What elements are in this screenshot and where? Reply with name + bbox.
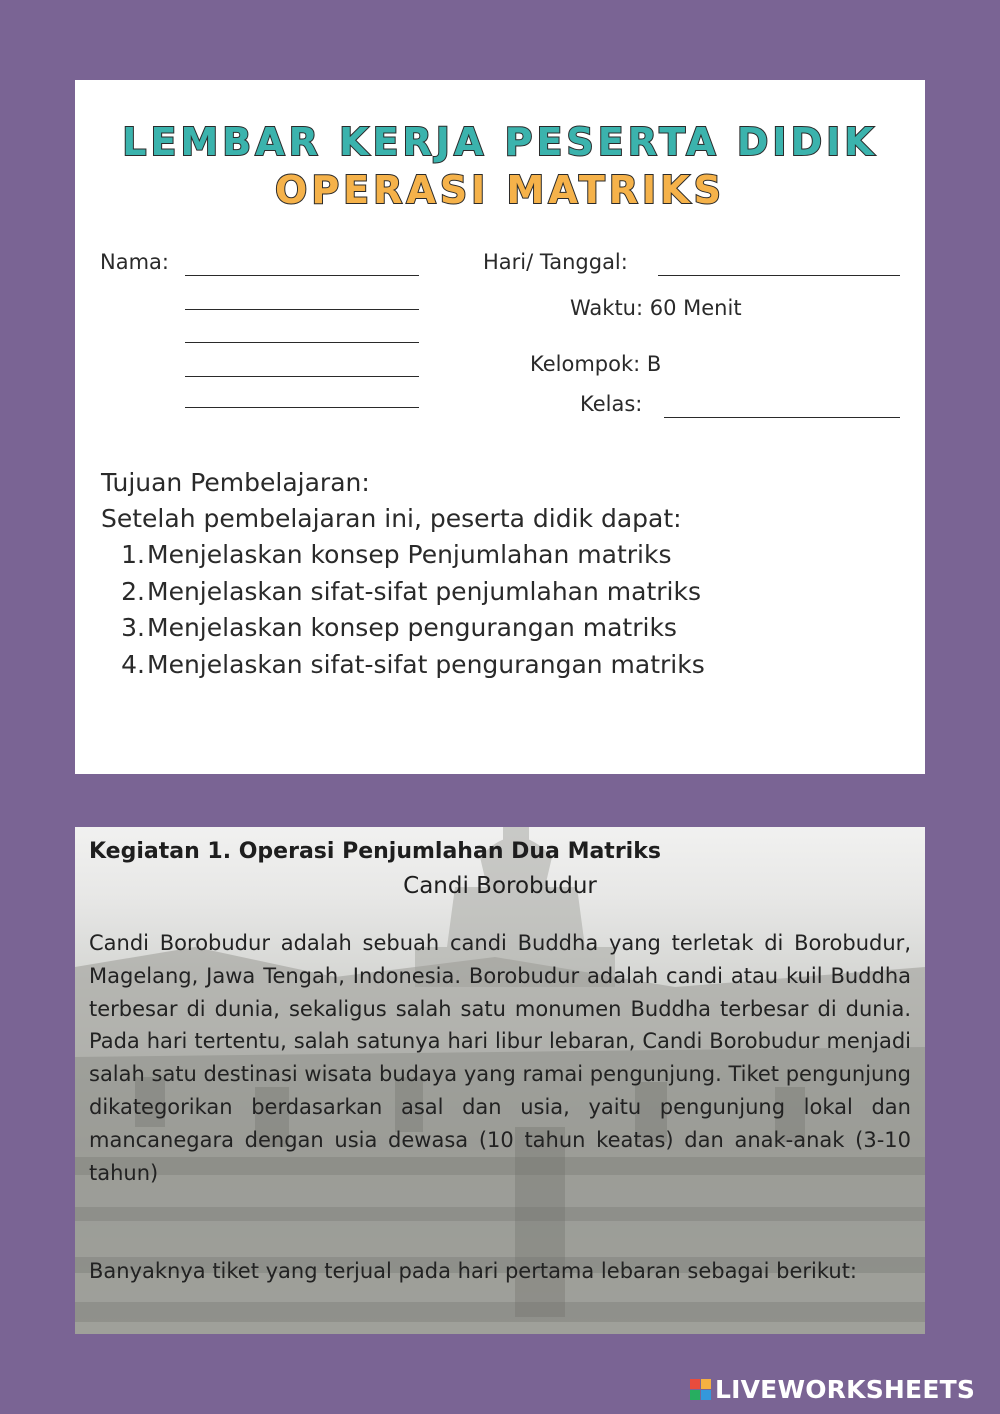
- objectives-intro: Setelah pembelajaran ini, peserta didik dapat:: [101, 504, 682, 533]
- nama-label: Nama:: [100, 250, 169, 274]
- activity-card: [75, 827, 925, 1334]
- liveworksheets-logo-icon: [690, 1379, 711, 1400]
- objective-text: Menjelaskan konsep pengurangan matriks: [147, 613, 677, 642]
- activity-title: Kegiatan 1. Operasi Penjumlahan Dua Matriks: [89, 839, 661, 864]
- kelompok-label: Kelompok: B: [530, 352, 662, 376]
- objective-text: Menjelaskan sifat-sifat penjumlahan matriks: [147, 577, 701, 606]
- logo-square: [701, 1390, 711, 1400]
- objective-item: [101, 613, 677, 642]
- objective-item: [101, 540, 672, 569]
- objective-text: Menjelaskan konsep Penjumlahan matriks: [147, 540, 672, 569]
- nama-line-5[interactable]: [185, 407, 419, 408]
- objective-item: [101, 577, 701, 606]
- nama-line-2[interactable]: [185, 309, 419, 310]
- logo-square: [690, 1379, 700, 1389]
- nama-line-3[interactable]: [185, 342, 419, 343]
- worksheet-header-card: [75, 80, 925, 774]
- logo-square: [690, 1390, 700, 1400]
- activity-paragraph: Candi Borobudur adalah sebuah candi Buddha yang terletak di Borobudur, Magelang, Jawa Tengah, Indonesia. Borobudur adalah candi atau kuil Buddha terbesar di dunia, sekaligus salah satu monumen Buddha terbesar di dunia. Pada hari tertentu, salah satunya hari libur lebaran, Candi Borobudur menjadi salah satu destinasi wisata budaya yang ramai pengunjung. Tiket pengunjung dikategorikan berdasarkan asal dan usia, yaitu pengunjung lokal dan mancanegara dengan usia dewasa (10 tahun keatas) dan anak-anak (3-10 tahun): [89, 931, 911, 1185]
- activity-subtitle: Candi Borobudur: [403, 873, 597, 899]
- logo-square: [701, 1379, 711, 1389]
- kelas-line[interactable]: [664, 417, 900, 418]
- activity-paragraph: Banyaknya tiket yang terjual pada hari pertama lebaran sebagai berikut:: [89, 1259, 857, 1283]
- objective-item: [101, 650, 705, 679]
- liveworksheets-brand[interactable]: [690, 1372, 990, 1406]
- brand-name: LIVEWORKSHEETS: [715, 1374, 976, 1404]
- objective-number: 2.: [121, 577, 145, 606]
- nama-line-1[interactable]: [185, 275, 419, 276]
- hari-tanggal-line[interactable]: [658, 275, 900, 276]
- worksheet-title: LEMBAR KERJA PESERTA DIDIK: [122, 120, 878, 164]
- nama-line-4[interactable]: [185, 376, 419, 377]
- objectives-heading: Tujuan Pembelajaran:: [101, 468, 370, 497]
- worksheet-subtitle: OPERASI MATRIKS: [275, 168, 725, 212]
- hari-tanggal-label: Hari/ Tanggal:: [483, 250, 628, 274]
- objective-number: 4.: [121, 650, 145, 679]
- objective-text: Menjelaskan sifat-sifat pengurangan matriks: [147, 650, 705, 679]
- objective-number: 3.: [121, 613, 145, 642]
- objective-number: 1.: [121, 540, 145, 569]
- kelas-label: Kelas:: [580, 392, 643, 416]
- waktu-label: Waktu: 60 Menit: [570, 296, 742, 320]
